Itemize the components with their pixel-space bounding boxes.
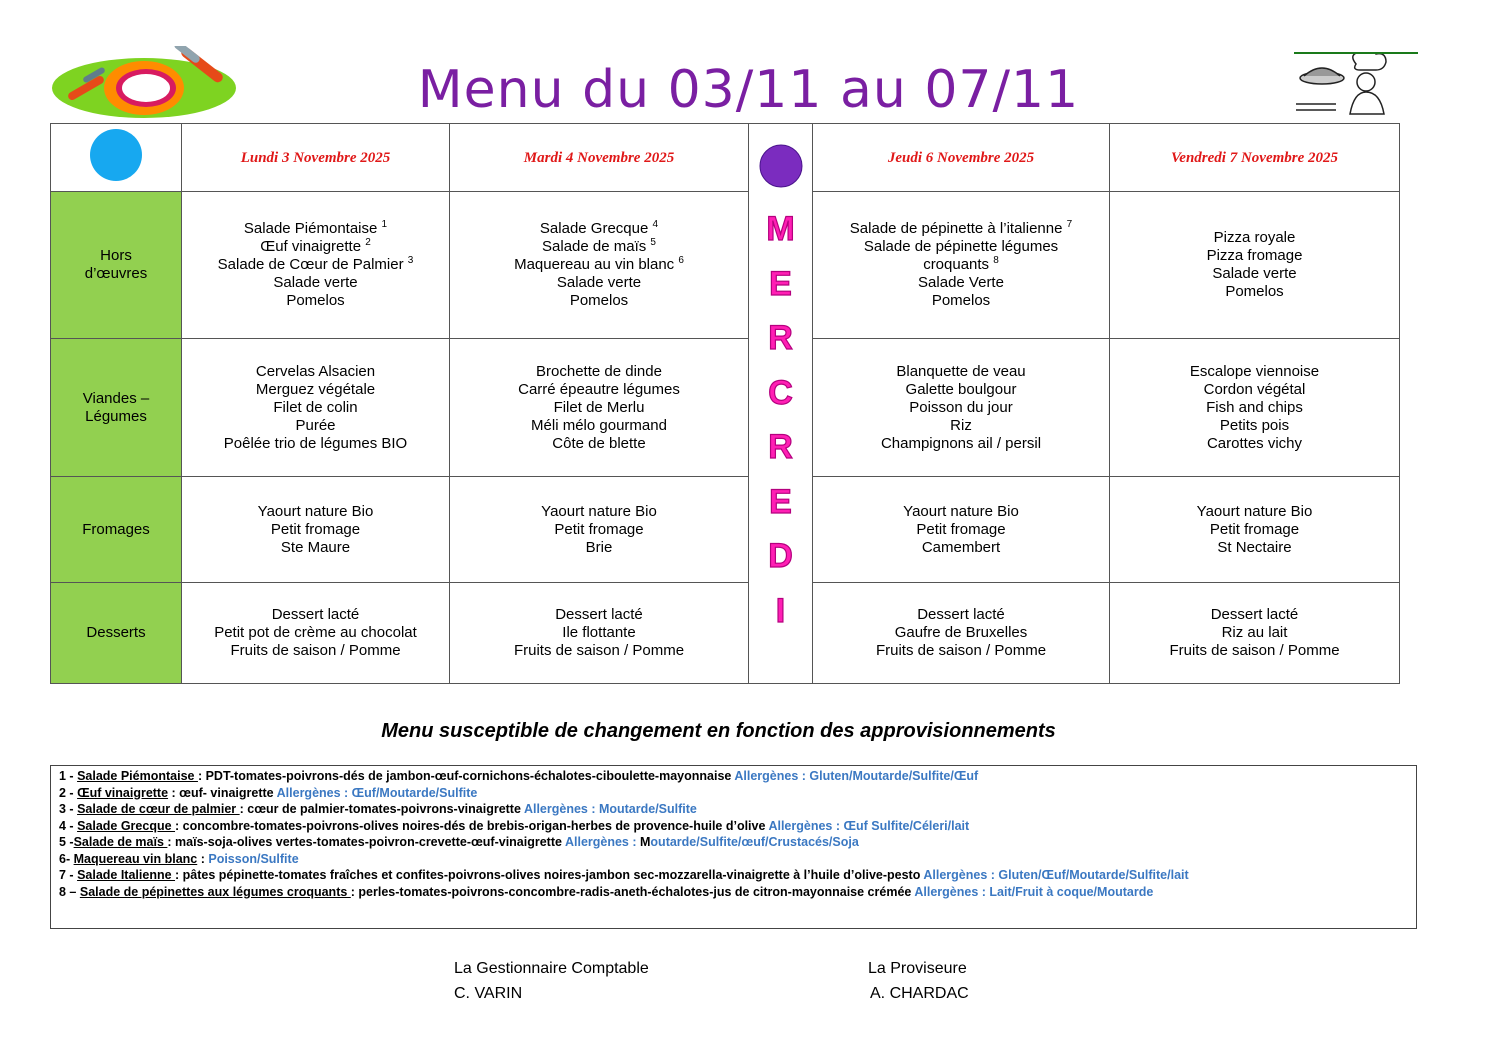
- cell-hors-mardi: [450, 192, 749, 339]
- wednesday-column: [749, 124, 813, 684]
- day-header-row: [51, 124, 1400, 192]
- menu-item: Pomelos: [286, 292, 345, 309]
- allergen-ingredients: : concombre-tomates-poivrons-olives noires-dés de brebis-origan-herbes de provence-huile d’olive: [175, 818, 769, 833]
- allergen-dish-name: Salade Italienne: [77, 868, 176, 882]
- menu-item: St Nectaire: [1217, 539, 1292, 556]
- menu-item: Côte de blette: [552, 434, 646, 452]
- menu-item: Fish and chips: [1206, 398, 1303, 416]
- menu-item: Poêlée trio de légumes BIO: [223, 434, 408, 452]
- signature-right-name: A. CHARDAC: [870, 985, 969, 1002]
- category-label: Viandes – Légumes: [82, 389, 150, 425]
- menu-item: Dessert lacté: [555, 606, 643, 623]
- allergen-row: [59, 851, 1408, 868]
- menu-item: Petit fromage: [270, 521, 361, 538]
- menu-item: Pomelos: [569, 292, 629, 309]
- signature-left-name: C. VARIN: [454, 985, 523, 1002]
- allergen-row-number: 5 -: [59, 835, 74, 849]
- menu-item: Salade verte: [273, 274, 358, 291]
- cell-desserts-lundi: [182, 583, 450, 684]
- menu-item: Pizza royale: [1213, 229, 1296, 246]
- menu-item: Salade de pépinette légumes: [863, 238, 1059, 255]
- menu-item: Pomelos: [931, 292, 991, 309]
- purple-circle-icon: [759, 144, 803, 188]
- allergen-reference-number: 3: [407, 255, 414, 266]
- category-desserts: Desserts: [51, 583, 182, 684]
- menu-item: Petits pois: [1219, 416, 1290, 434]
- menu-item: Riz au lait: [1221, 624, 1288, 641]
- cell-fromages-vendredi: [1110, 477, 1400, 583]
- menu-item: Galette boulgour: [905, 380, 1017, 398]
- allergen-row-number: 1 -: [59, 769, 78, 783]
- menu-item: Salade de Cœur de Palmier $^3$: [217, 255, 414, 273]
- menu-item: Camembert: [921, 539, 1001, 556]
- allergen-list: Allergènes : Gluten/Œuf/Moutarde/Sulfite/lait: [923, 868, 1189, 882]
- category-fromages: Fromages: [51, 477, 182, 583]
- allergen-list: Poisson/Sulfite: [208, 851, 299, 866]
- allergen-row-number: 7 -: [59, 868, 78, 882]
- menu-item: Yaourt nature Bio: [541, 503, 657, 520]
- corner-cell: [51, 124, 182, 192]
- cell-hors-lundi: [182, 192, 450, 339]
- wednesday-vertical-label: [749, 188, 812, 638]
- allergen-reference-number: 4: [652, 219, 659, 230]
- allergen-row: [59, 834, 1408, 851]
- allergen-ingredients: : PDT-tomates-poivrons-dés de jambon-œuf-cornichons-échalotes-ciboulette-mayonnaise: [197, 769, 735, 783]
- allergen-row: [59, 768, 1408, 785]
- menu-item: Salade Piémontaise $^1$: [243, 219, 388, 237]
- menu-item: Maquereau au vin blanc $^6$: [514, 255, 684, 273]
- allergen-dish-name: Salade de maïs: [73, 835, 168, 849]
- allergen-reference-number: 6: [678, 255, 684, 266]
- menu-item: Merguez végétale: [255, 380, 376, 398]
- cell-hors-jeudi: [813, 192, 1110, 339]
- wednesday-letter: R: [768, 428, 793, 466]
- menu-item: Filet de Merlu: [553, 398, 645, 416]
- page-title: Menu du 03/11 au 07/11: [417, 60, 1080, 120]
- allergen-ingredients: : cœur de palmier-tomates-poivrons-vinaigrette: [239, 802, 524, 816]
- allergen-reference-number: 8: [993, 255, 999, 266]
- allergen-reference-number: 1: [381, 219, 388, 230]
- menu-item: Petit pot de crème au chocolat: [214, 624, 417, 641]
- menu-item: Ste Maure: [280, 539, 351, 556]
- allergen-row-number: 3 -: [59, 802, 78, 816]
- cell-viandes-mardi: [450, 339, 749, 477]
- allergen-list: Allergènes : Gluten/Moutarde/Sulfite/Œuf: [734, 769, 979, 783]
- menu-item: Dessert lacté: [271, 606, 360, 623]
- allergen-row-number: 8 –: [59, 884, 80, 899]
- allergen-ingredients: : pâtes pépinette-tomates fraîches et confites-poivrons-olives noires-jambon sec-mozzarella-vinaigrette à l’huile d’olive-pesto: [175, 868, 924, 882]
- cell-desserts-vendredi: [1110, 583, 1400, 684]
- day-header-mardi: Mardi 4 Novembre 2025: [450, 124, 749, 192]
- menu-item: Blanquette de veau: [896, 362, 1026, 380]
- allergen-dish-name: Salade Piémontaise: [77, 769, 198, 783]
- menu-item: Petit fromage: [916, 521, 1006, 538]
- signature-left: [454, 956, 649, 1006]
- allergen-dish-name: Œuf vinaigrette: [77, 785, 169, 800]
- cell-fromages-lundi: [182, 477, 450, 583]
- cell-hors-vendredi: [1110, 192, 1400, 339]
- menu-item: Riz: [950, 416, 972, 434]
- signature-right-role: La Proviseure: [868, 960, 967, 977]
- allergen-dish-name: Salade de pépinettes aux légumes croquants: [79, 884, 351, 899]
- allergen-list: Allergènes : Œuf Sulfite/Céleri/lait: [768, 818, 970, 833]
- menu-item: Salade de maïs $^5$: [542, 237, 656, 255]
- allergen-list: outarde/Sulfite/œuf/Crustacés/Soja: [650, 835, 859, 849]
- allergen-list: Allergènes :: [564, 835, 640, 849]
- allergen-dish-name: Maquereau vin blanc: [73, 851, 198, 866]
- menu-item: croquants $^8$: [923, 255, 999, 273]
- menu-item: Dessert lacté: [1210, 606, 1299, 623]
- allergen-row-number: 6-: [59, 851, 74, 866]
- category-hors-doeuvres: [51, 192, 182, 339]
- allergen-reference-number: 5: [650, 237, 656, 248]
- wednesday-letter: E: [769, 482, 792, 521]
- menu-item: Fruits de saison / Pomme: [1169, 642, 1340, 659]
- allergen-box: [50, 765, 1417, 929]
- wednesday-letter: E: [769, 264, 792, 303]
- menu-item: Œuf vinaigrette $^2$: [260, 237, 371, 255]
- day-header-vendredi: Vendredi 7 Novembre 2025: [1110, 124, 1400, 192]
- category-label: Hors d’œuvres: [84, 247, 148, 282]
- row-desserts: [51, 583, 1400, 684]
- allergen-ingredients: M: [640, 835, 651, 849]
- cell-desserts-jeudi: [813, 583, 1110, 684]
- menu-item: Yaourt nature Bio: [1196, 503, 1313, 520]
- menu-item: Fruits de saison / Pomme: [875, 642, 1047, 659]
- signature-left-role: La Gestionnaire Comptable: [454, 960, 649, 977]
- menu-item: Pomelos: [1225, 283, 1284, 300]
- supply-notice: Menu susceptible de changement en fonction des approvisionnements: [381, 720, 1056, 742]
- cell-viandes-vendredi: [1110, 339, 1400, 477]
- menu-item: Cervelas Alsacien: [255, 362, 376, 380]
- menu-item: Carottes vichy: [1206, 434, 1303, 452]
- allergen-list: Allergènes : Lait/Fruit à coque/Moutarde: [914, 884, 1154, 899]
- wednesday-letter: M: [766, 210, 795, 248]
- cell-fromages-mardi: [450, 477, 749, 583]
- menu-item: Salade Grecque $^4$: [539, 219, 659, 237]
- menu-item: Fruits de saison / Pomme: [230, 642, 401, 659]
- menu-item: Salade verte: [556, 274, 642, 291]
- wednesday-letter: R: [768, 319, 793, 357]
- signature-right: [868, 956, 969, 1006]
- menu-item: Yaourt nature Bio: [257, 503, 374, 520]
- menu-item: Méli mélo gourmand: [531, 416, 667, 434]
- menu-item: Gaufre de Bruxelles: [894, 624, 1028, 641]
- menu-item: Dessert lacté: [917, 606, 1005, 623]
- cell-desserts-mardi: [450, 583, 749, 684]
- allergen-list: Allergènes : Œuf/Moutarde/Sulfite: [276, 785, 478, 800]
- allergen-ingredients: :: [197, 851, 209, 866]
- menu-item: Purée: [295, 416, 336, 434]
- allergen-row: [59, 867, 1408, 884]
- menu-item: Petit fromage: [1209, 521, 1300, 538]
- menu-item: Petit fromage: [554, 521, 644, 538]
- menu-item: Poisson du jour: [909, 398, 1013, 416]
- allergen-row: [59, 785, 1408, 802]
- menu-item: Pizza fromage: [1206, 247, 1303, 264]
- wednesday-letter: I: [775, 591, 786, 630]
- allergen-row-number: 4 -: [59, 818, 78, 833]
- menu-item: Escalope viennoise: [1189, 362, 1320, 380]
- menu-item: Filet de colin: [273, 398, 358, 416]
- menu-item: Salade de pépinette à l’italienne $^7$: [849, 219, 1073, 237]
- allergen-list: Allergènes : Moutarde/Sulfite: [523, 802, 697, 816]
- menu-item: Carré épeautre légumes: [518, 380, 680, 398]
- wednesday-letter: C: [768, 373, 793, 412]
- allergen-ingredients: : œuf- vinaigrette: [168, 785, 277, 800]
- row-viandes: [51, 339, 1400, 477]
- allergen-dish-name: Salade Grecque: [77, 818, 176, 833]
- allergen-ingredients: : maïs-soja-olives vertes-tomates-poivron-crevette-œuf-vinaigrette: [167, 835, 565, 849]
- day-header-jeudi: Jeudi 6 Novembre 2025: [813, 124, 1110, 192]
- menu-item: Brie: [585, 539, 613, 556]
- menu-item: Salade Verte: [918, 274, 1004, 291]
- day-header-lundi: Lundi 3 Novembre 2025: [182, 124, 450, 192]
- row-fromages: [51, 477, 1400, 583]
- menu-item: Champignons ail / persil: [880, 434, 1042, 452]
- menu-table: [50, 123, 1400, 684]
- menu-item: Salade verte: [1212, 265, 1297, 282]
- row-hors-doeuvres: [51, 192, 1400, 339]
- cell-viandes-lundi: [182, 339, 450, 477]
- allergen-reference-number: 7: [1066, 219, 1073, 230]
- cell-fromages-jeudi: [813, 477, 1110, 583]
- menu-item: Cordon végétal: [1203, 380, 1306, 398]
- category-viandes: [51, 339, 182, 477]
- cell-viandes-jeudi: [813, 339, 1110, 477]
- menu-item: Brochette de dinde: [536, 362, 662, 380]
- allergen-row: [59, 884, 1408, 901]
- allergen-dish-name: Salade de cœur de palmier: [77, 802, 240, 816]
- menu-item: Fruits de saison / Pomme: [513, 642, 685, 659]
- menu-item: Yaourt nature Bio: [903, 503, 1019, 520]
- allergen-ingredients: : perles-tomates-poivrons-concombre-radis-aneth-échalotes-jus de citron-mayonnaise crémée: [350, 884, 915, 899]
- blue-circle-icon: [88, 129, 144, 181]
- allergen-row-number: 2 -: [59, 785, 78, 800]
- allergen-row: [59, 801, 1408, 818]
- allergen-row: [59, 818, 1408, 835]
- allergen-reference-number: 2: [365, 237, 371, 248]
- wednesday-letter: D: [768, 537, 793, 575]
- menu-item: Ile flottante: [562, 624, 636, 641]
